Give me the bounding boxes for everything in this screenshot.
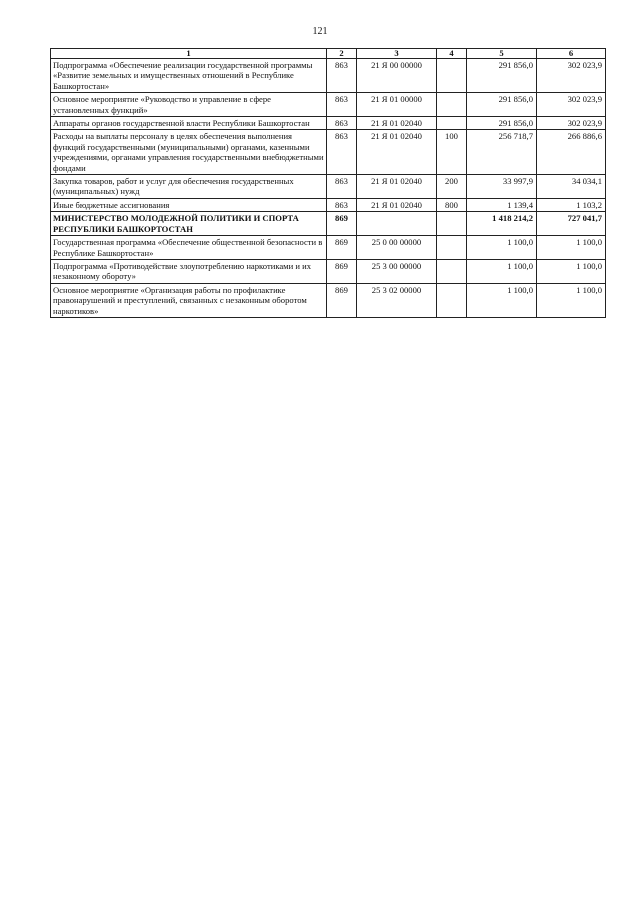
cell-csr: 21 Я 01 02040 xyxy=(357,117,437,130)
table-row xyxy=(51,175,606,199)
cell-gr: 863 xyxy=(327,59,357,93)
cell-vr xyxy=(437,117,467,130)
cell-amount-col5: 256 718,7 xyxy=(467,130,537,175)
cell-amount-col5: 291 856,0 xyxy=(467,59,537,93)
cell-name: Расходы на выплаты персоналу в целях обеспечения выполнения функций государственными (муниципальными) органами, казенными учреждениями, органами управления государственными внебюджетными фондами xyxy=(51,130,327,175)
cell-amount-col6: 1 100,0 xyxy=(537,236,606,260)
cell-csr: 21 Я 01 02040 xyxy=(357,175,437,199)
cell-vr: 800 xyxy=(437,198,467,211)
cell-gr: 863 xyxy=(327,130,357,175)
page-number: 121 xyxy=(312,26,328,37)
cell-csr: 21 Я 01 02040 xyxy=(357,130,437,175)
table-row xyxy=(51,212,606,236)
cell-vr xyxy=(437,283,467,317)
column-header-gr: 2 xyxy=(327,49,357,59)
cell-name: Аппараты органов государственной власти Республики Башкортостан xyxy=(51,117,327,130)
cell-amount-col5: 1 100,0 xyxy=(467,236,537,260)
table-row xyxy=(51,198,606,211)
cell-name: Подпрограмма «Противодействие злоупотреблению наркотиками и их незаконному обороту» xyxy=(51,259,327,283)
cell-amount-col6: 302 023,9 xyxy=(537,59,606,93)
column-header-year2: 6 xyxy=(537,49,606,59)
table-row xyxy=(51,283,606,317)
cell-gr: 863 xyxy=(327,117,357,130)
column-header-name: 1 xyxy=(51,49,327,59)
cell-vr xyxy=(437,212,467,236)
cell-name: Закупка товаров, работ и услуг для обеспечения государственных (муниципальных) нужд xyxy=(51,175,327,199)
cell-amount-col6: 1 103,2 xyxy=(537,198,606,211)
cell-amount-col5: 1 418 214,2 xyxy=(467,212,537,236)
cell-name: Государственная программа «Обеспечение общественной безопасности в Республике Башкортостан» xyxy=(51,236,327,260)
cell-amount-col5: 291 856,0 xyxy=(467,117,537,130)
cell-amount-col5: 33 997,9 xyxy=(467,175,537,199)
table-row xyxy=(51,117,606,130)
cell-csr: 21 Я 01 02040 xyxy=(357,198,437,211)
cell-csr: 21 Я 00 00000 xyxy=(357,59,437,93)
cell-gr: 869 xyxy=(327,236,357,260)
cell-amount-col5: 1 139,4 xyxy=(467,198,537,211)
table-body xyxy=(51,59,606,318)
cell-vr xyxy=(437,59,467,93)
cell-vr xyxy=(437,93,467,117)
table-row xyxy=(51,236,606,260)
cell-gr: 869 xyxy=(327,259,357,283)
cell-amount-col6: 302 023,9 xyxy=(537,93,606,117)
cell-vr: 100 xyxy=(437,130,467,175)
cell-gr: 863 xyxy=(327,175,357,199)
cell-vr xyxy=(437,259,467,283)
cell-vr xyxy=(437,236,467,260)
table-row xyxy=(51,93,606,117)
cell-amount-col6: 1 100,0 xyxy=(537,259,606,283)
cell-name: Иные бюджетные ассигнования xyxy=(51,198,327,211)
cell-csr: 25 3 00 00000 xyxy=(357,259,437,283)
cell-gr: 863 xyxy=(327,198,357,211)
cell-csr: 21 Я 01 00000 xyxy=(357,93,437,117)
table-row xyxy=(51,259,606,283)
table-row xyxy=(51,130,606,175)
cell-vr: 200 xyxy=(437,175,467,199)
cell-name: Основное мероприятие «Организация работы по профилактике правонарушений и преступлений, связанных с незаконным оборотом наркотиков» xyxy=(51,283,327,317)
cell-amount-col6: 266 886,6 xyxy=(537,130,606,175)
column-header-year1: 5 xyxy=(467,49,537,59)
cell-gr: 869 xyxy=(327,212,357,236)
column-header-vr: 4 xyxy=(437,49,467,59)
column-header-csr: 3 xyxy=(357,49,437,59)
cell-csr: 25 0 00 00000 xyxy=(357,236,437,260)
cell-gr: 863 xyxy=(327,93,357,117)
cell-amount-col5: 1 100,0 xyxy=(467,259,537,283)
table-row xyxy=(51,59,606,93)
cell-amount-col6: 34 034,1 xyxy=(537,175,606,199)
cell-amount-col6: 1 100,0 xyxy=(537,283,606,317)
cell-amount-col6: 727 041,7 xyxy=(537,212,606,236)
table-header-row xyxy=(51,49,606,59)
cell-amount-col6: 302 023,9 xyxy=(537,117,606,130)
cell-csr: 25 3 02 00000 xyxy=(357,283,437,317)
cell-name: МИНИСТЕРСТВО МОЛОДЕЖНОЙ ПОЛИТИКИ И СПОРТА РЕСПУБЛИКИ БАШКОРТОСТАН xyxy=(51,212,327,236)
cell-csr xyxy=(357,212,437,236)
cell-name: Основное мероприятие «Руководство и управление в сфере установленных функций» xyxy=(51,93,327,117)
budget-table xyxy=(50,48,606,318)
cell-amount-col5: 291 856,0 xyxy=(467,93,537,117)
cell-name: Подпрограмма «Обеспечение реализации государственной программы «Развитие земельных и имущественных отношений в Республике Башкортостан» xyxy=(51,59,327,93)
cell-amount-col5: 1 100,0 xyxy=(467,283,537,317)
cell-gr: 869 xyxy=(327,283,357,317)
